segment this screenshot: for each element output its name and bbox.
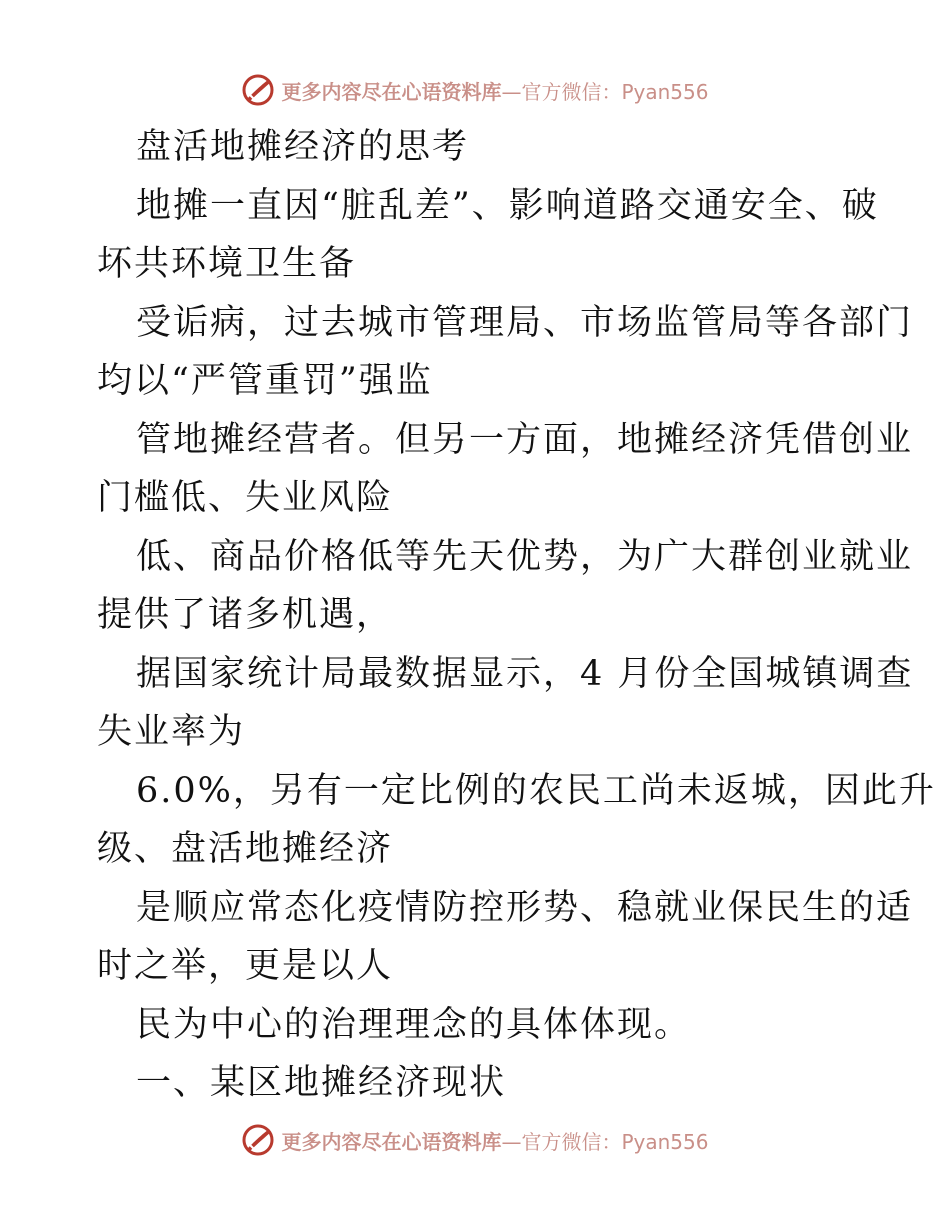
footer-banner [0,1120,950,1160]
doc-line: 是顺应常态化疫情防控形势、稳就业保民生的适 [136,887,914,928]
doc-line: 低、商品价格低等先天优势，为广大群创业就业 [136,536,914,577]
footer-site-text: 更多内容尽在心语资料库 [281,1129,502,1154]
header-wechat-text: 官方微信：Pyan556 [521,79,709,104]
header-text [281,76,708,105]
document-body [97,118,936,1113]
doc-section-heading: 一、某区地摊经济现状 [136,1063,507,1103]
doc-line: 坏共环境卫生备 [97,244,357,284]
doc-line: 地摊一直因“脏乱差”、影响道路交通安全、破 [136,185,879,226]
doc-title: 盘活地摊经济的思考 [136,127,470,167]
footer-separator: — [501,1129,522,1154]
footer-text [281,1126,708,1155]
doc-line: 6.0%，另有一定比例的农民工尚未返城，因此升 [136,770,936,811]
doc-line: 门槛低、失业风险 [97,478,394,518]
doc-line: 提供了诸多机遇， [97,595,394,635]
header-separator: — [501,79,522,104]
pen-nib-logo-icon [241,73,275,107]
footer-wechat-text: 官方微信：Pyan556 [521,1129,709,1154]
doc-line: 管地摊经营者。但另一方面，地摊经济凭借创业 [136,419,914,460]
header-site-text: 更多内容尽在心语资料库 [281,79,502,104]
doc-line: 失业率为 [97,712,246,752]
doc-line: 均以“严管重罚”强监 [97,361,433,401]
doc-line: 受诟病，过去城市管理局、市场监管局等各部门 [136,302,914,343]
doc-line: 时之举，更是以人 [97,946,394,986]
doc-line: 民为中心的治理理念的具体体现。 [136,1004,692,1045]
pen-nib-logo-icon [241,1123,275,1157]
header-banner [0,70,950,110]
doc-line: 级、盘活地摊经济 [97,829,394,869]
doc-line: 据国家统计局最数据显示，4 月份全国城镇调查 [136,653,914,694]
